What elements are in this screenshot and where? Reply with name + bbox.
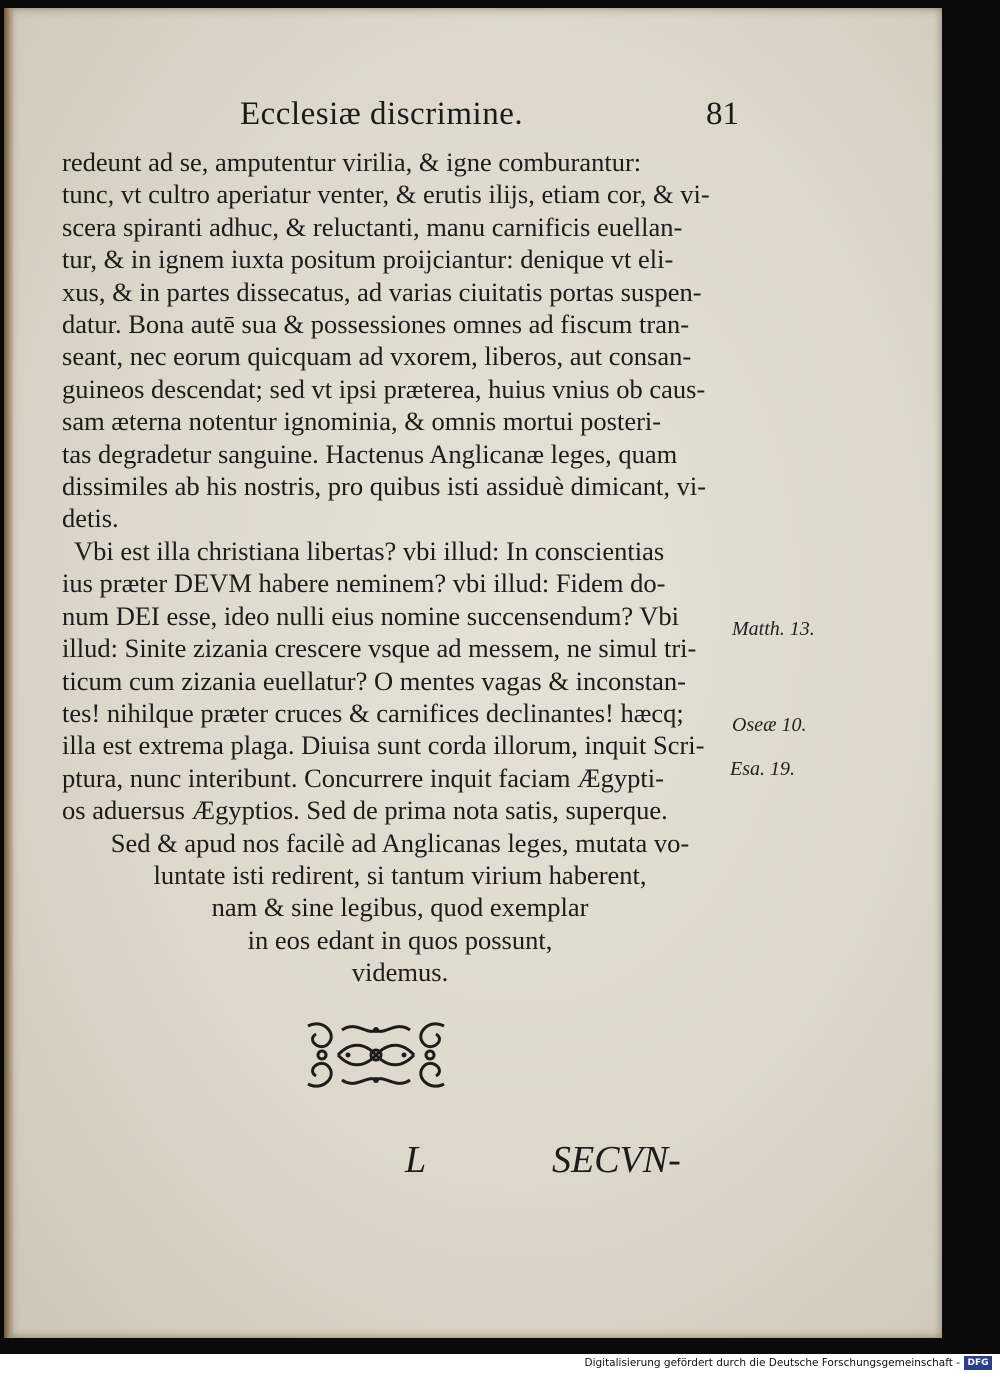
marginal-reference: Esa. 19. — [730, 758, 795, 780]
text-line: illa est extrema plaga. Diuisa sunt corda illorum, inquit Scri- — [62, 730, 705, 761]
text-line: tunc, vt cultro aperiatur venter, & erutis ilijs, etiam cor, & vi- — [62, 179, 710, 210]
page-number: 81 — [706, 96, 739, 132]
text-line: illud: Sinite zizania crescere vsque ad messem, ne simul tri- — [62, 633, 697, 664]
printers-ornament — [298, 1016, 454, 1094]
text-line: tur, & in ignem iuxta positum proijciantur: denique vt eli- — [62, 244, 674, 275]
text-line: xus, & in partes dissecatus, ad varias ciuitatis portas suspen- — [62, 276, 702, 307]
text-line: tas degradetur sanguine. Hactenus Anglicanæ leges, quam — [62, 438, 678, 469]
text-line: in eos edant in quos possunt, — [247, 924, 553, 955]
text-line: num DEI esse, ideo nulli eius nomine succensendum? Vbi — [62, 600, 679, 631]
text-line: ptura, nunc interibunt. Concurrere inquit faciam Ægypti- — [62, 762, 664, 793]
signature-mark: L — [405, 1139, 427, 1181]
text-line: redeunt ad se, amputentur virilia, & igne comburantur: — [62, 147, 642, 177]
text-line: datur. Bona autē sua & possessiones omnes ad fiscum tran- — [62, 309, 690, 340]
text-line: luntate isti redirent, si tantum virium haberent, — [153, 859, 647, 890]
text-line: videmus. — [351, 957, 449, 988]
marginal-reference: Matth. 13. — [732, 618, 815, 640]
tailpiece-text — [62, 827, 738, 989]
text-line: tes! nihilque præter cruces & carnifices declinantes! hæcq; — [62, 697, 684, 728]
dfg-logo: DFG — [964, 1356, 992, 1370]
text-line: dissimiles ab his nostris, pro quibus isti assiduè dimicant, vi- — [62, 471, 707, 502]
binding-edge — [4, 8, 14, 1338]
text-line: ticum cum zizania euellatur? O mentes vagas & inconstan- — [62, 665, 686, 696]
text-line: os aduersus Ægyptios. Sed de prima nota satis, superque. — [62, 795, 668, 826]
text-line: ius præter DEVM habere neminem? vbi illud: Fidem do- — [62, 568, 666, 599]
marginal-reference: Oseæ 10. — [732, 714, 807, 736]
digitization-credit: Digitalisierung gefördert durch die Deutsche Forschungsgemeinschaft - — [584, 1357, 960, 1369]
text-line: seant, nec eorum quicquam ad vxorem, liberos, aut consan- — [62, 341, 692, 372]
text-line: sam æterna notentur ignominia, & omnis mortui posteri- — [62, 406, 662, 437]
text-line: nam & sine legibus, quod exemplar — [211, 892, 589, 923]
text-line: guineos descendat; sed vt ipsi præterea, huius vnius ob caus- — [62, 373, 706, 404]
running-head: Ecclesiæ discrimine. — [240, 96, 524, 132]
text-line: Vbi est illa christiana libertas? vbi illud: In conscientias — [74, 535, 665, 566]
catchword: SECVN- — [552, 1139, 681, 1181]
text-line: scera spiranti adhuc, & reluctanti, manu carnificis euellan- — [62, 211, 683, 242]
text-line: detis. — [62, 503, 119, 534]
main-text-block — [62, 146, 738, 989]
text-line: Sed & apud nos facilè ad Anglicanas leges, mutata vo- — [110, 827, 690, 858]
